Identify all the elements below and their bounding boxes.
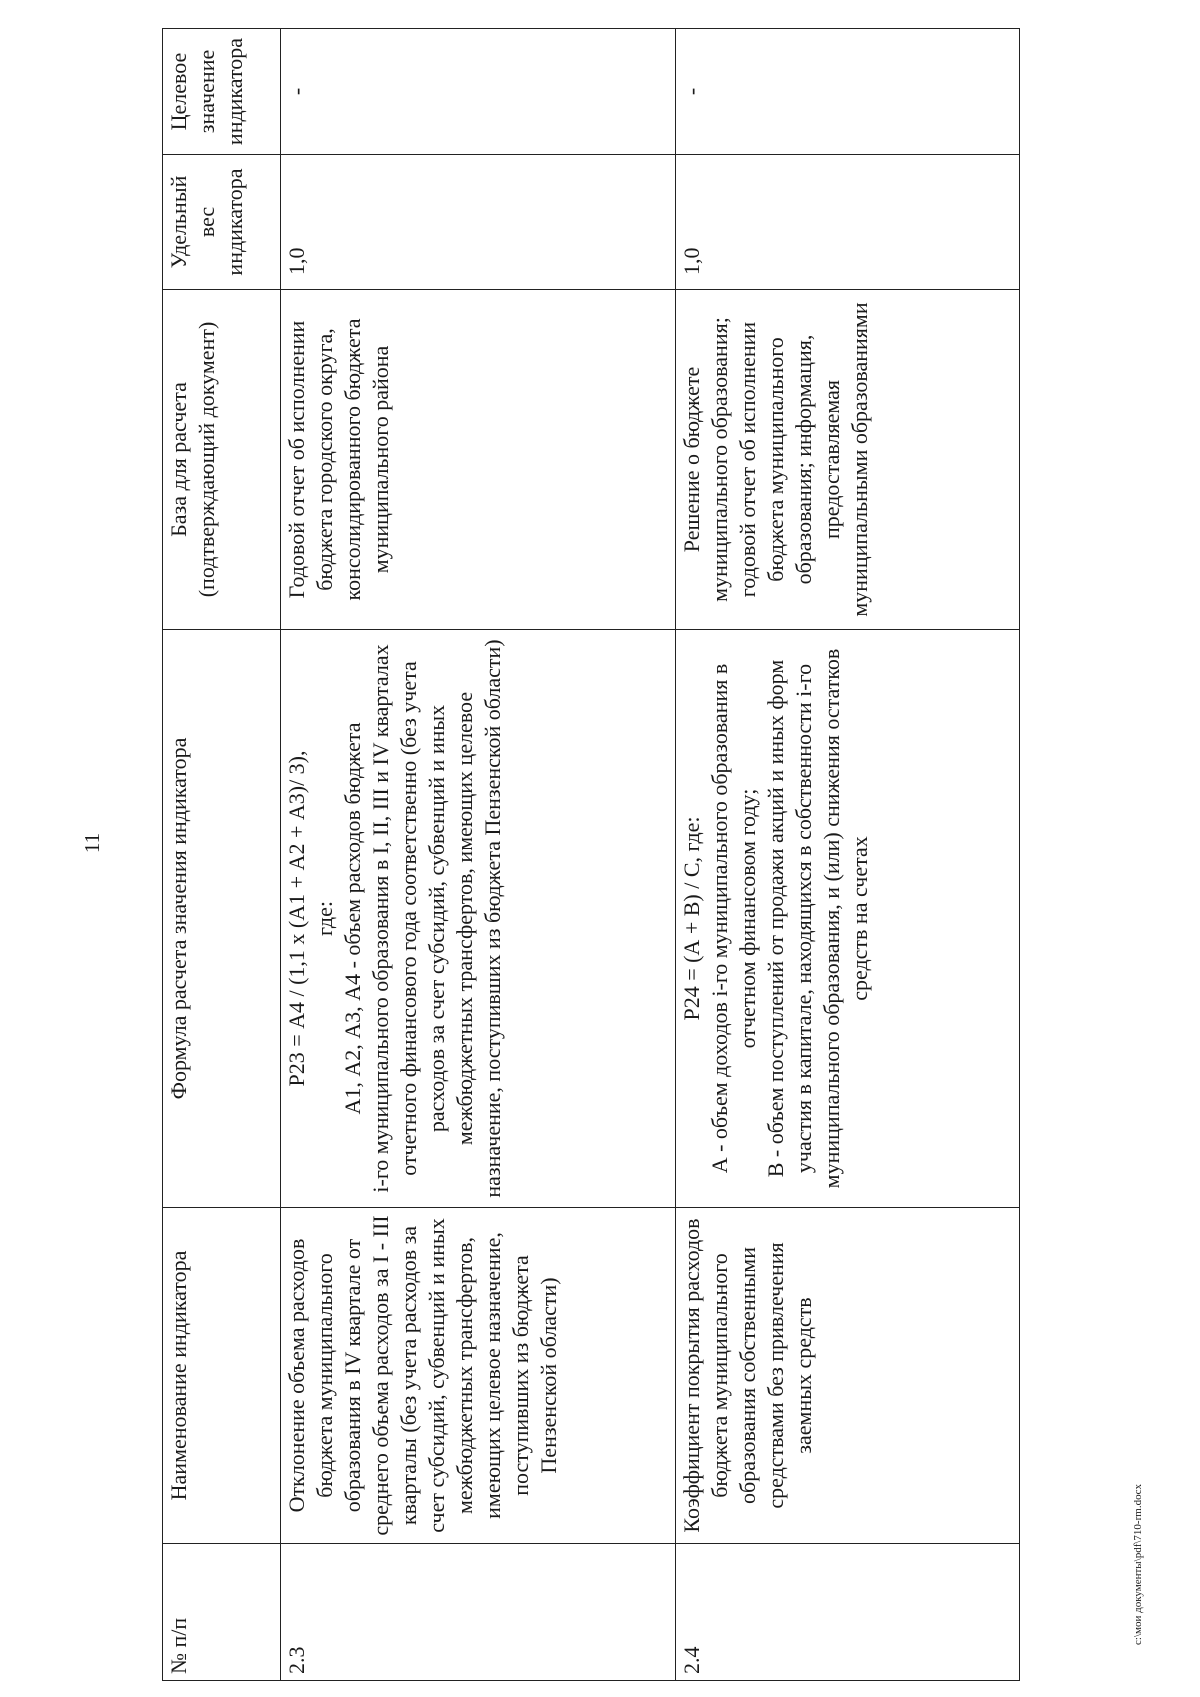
row-2-3-formula-main: Р23 = А4 / (1,1 х (А1 + А2 + А3)/ 3),	[284, 750, 309, 1087]
row-2-4-formula	[676, 630, 1020, 1208]
indicators-table	[162, 28, 1020, 1681]
row-2-3-formula-desc1: А1, А2, А3, А4 - объем расходов бюджета	[340, 722, 365, 1115]
row-2-3-num: 2.3	[281, 1544, 676, 1681]
row-2-3-weight: 1,0	[281, 155, 676, 290]
row-2-3-base: Годовой отчет об исполнении бюджета городского округа, консолидированного бюджета муниципального района	[281, 290, 676, 630]
row-2-4-num: 2.4	[676, 1544, 1020, 1681]
header-base: База для расчета (подтверждающий документ)	[163, 290, 281, 630]
row-2-3-target: -	[281, 29, 676, 155]
header-weight: Удельный вес индикатора	[163, 155, 281, 290]
row-2-4-formula-desc2: В - объем поступлений от продажи акций и иных форм участия в капитале, находящихся в собственности i-го муниципального образования, и (или) снижения остатков средств на счетах	[763, 648, 872, 1189]
row-2-4-formula-main: Р24 = (А + В) / С, где:	[679, 816, 704, 1021]
table-row	[281, 29, 676, 1681]
row-2-4-weight: 1,0	[676, 155, 1020, 290]
table-row	[676, 29, 1020, 1681]
row-2-3-formula	[281, 630, 676, 1208]
row-2-3-name: Отклонение объема расходов бюджета муниципального образования в IV квартале от среднего объема расходов за I - III кварталы (без учета расходов за счет субсидий, субвенций и иных межбюджетных трансфертов, имеющих целевое назначение, поступивших из бюджета Пензенской области)	[281, 1208, 676, 1544]
row-2-4-name: Коэффициент покрытия расходов бюджета муниципального образования собственными средствами без привлечения заемных средств	[676, 1208, 1020, 1544]
row-2-4-target: -	[676, 29, 1020, 155]
row-2-3-formula-desc2: i-го муниципального образования в I, II, III и IV кварталах отчетного финансового года соответственно (без учета расходов за счет субсидий, субвенций и иных межбюджетных трансфертов, имеющих целевое назначение, поступивших из бюджета Пензенской области)	[368, 639, 505, 1198]
header-name: Наименование индикатора	[163, 1208, 281, 1544]
footer-file-path: c:\мои документы\pdf\710-rm.docx	[1132, 1484, 1144, 1645]
row-2-4-base: Решение о бюджете муниципального образования; годовой отчет об исполнении бюджета муниципального образования; информация, предоставляемая муниципальными образованиями	[676, 290, 1020, 630]
header-formula: Формула расчета значения индикатора	[163, 630, 281, 1208]
row-2-3-formula-where: где:	[312, 901, 337, 936]
header-num: № п/п	[163, 1544, 281, 1681]
header-target: Целевое значение индикатора	[163, 29, 281, 155]
page-number: 11	[80, 832, 104, 854]
row-2-4-formula-desc1: А - объем доходов i-го муниципального образования в отчетном финансовом году;	[707, 663, 760, 1174]
table-header-row	[163, 29, 281, 1681]
